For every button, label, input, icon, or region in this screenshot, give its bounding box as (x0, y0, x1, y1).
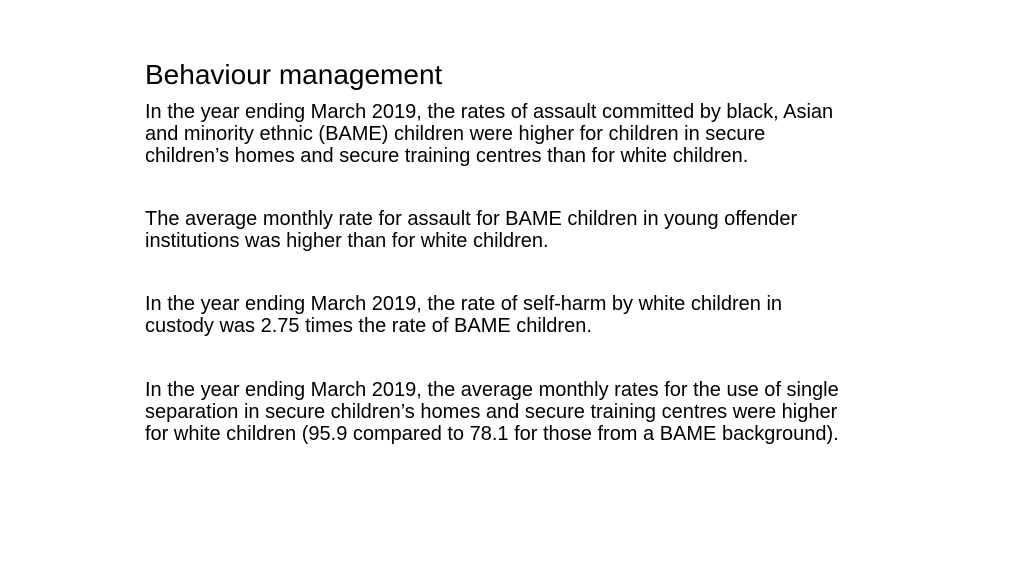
paragraph-young-offender (145, 208, 905, 252)
paragraph-self-harm (145, 293, 905, 337)
paragraph-single-separation (145, 379, 905, 445)
paragraph-line: The average monthly rate for assault for BAME children in young offender (145, 208, 798, 230)
paragraph-line: In the year ending March 2019, the rates of assault committed by black, Asian (145, 101, 834, 123)
paragraph-line: custody was 2.75 times the rate of BAME children. (145, 315, 592, 337)
paragraph-line: In the year ending March 2019, the rate of self-harm by white children in (145, 293, 783, 315)
paragraph-line: and minority ethnic (BAME) children were higher for children in secure (145, 123, 766, 145)
paragraph-line: separation in secure children’s homes and secure training centres were higher (145, 401, 838, 423)
paragraph-line: children’s homes and secure training centres than for white children. (145, 145, 749, 167)
paragraph-line: for white children (95.9 compared to 78.1 for those from a BAME background). (145, 423, 839, 445)
paragraph-assault-rates (145, 101, 905, 167)
slide-title: Behaviour management (145, 59, 443, 90)
paragraph-line: institutions was higher than for white children. (145, 230, 549, 252)
paragraph-line: In the year ending March 2019, the average monthly rates for the use of single (145, 379, 839, 401)
